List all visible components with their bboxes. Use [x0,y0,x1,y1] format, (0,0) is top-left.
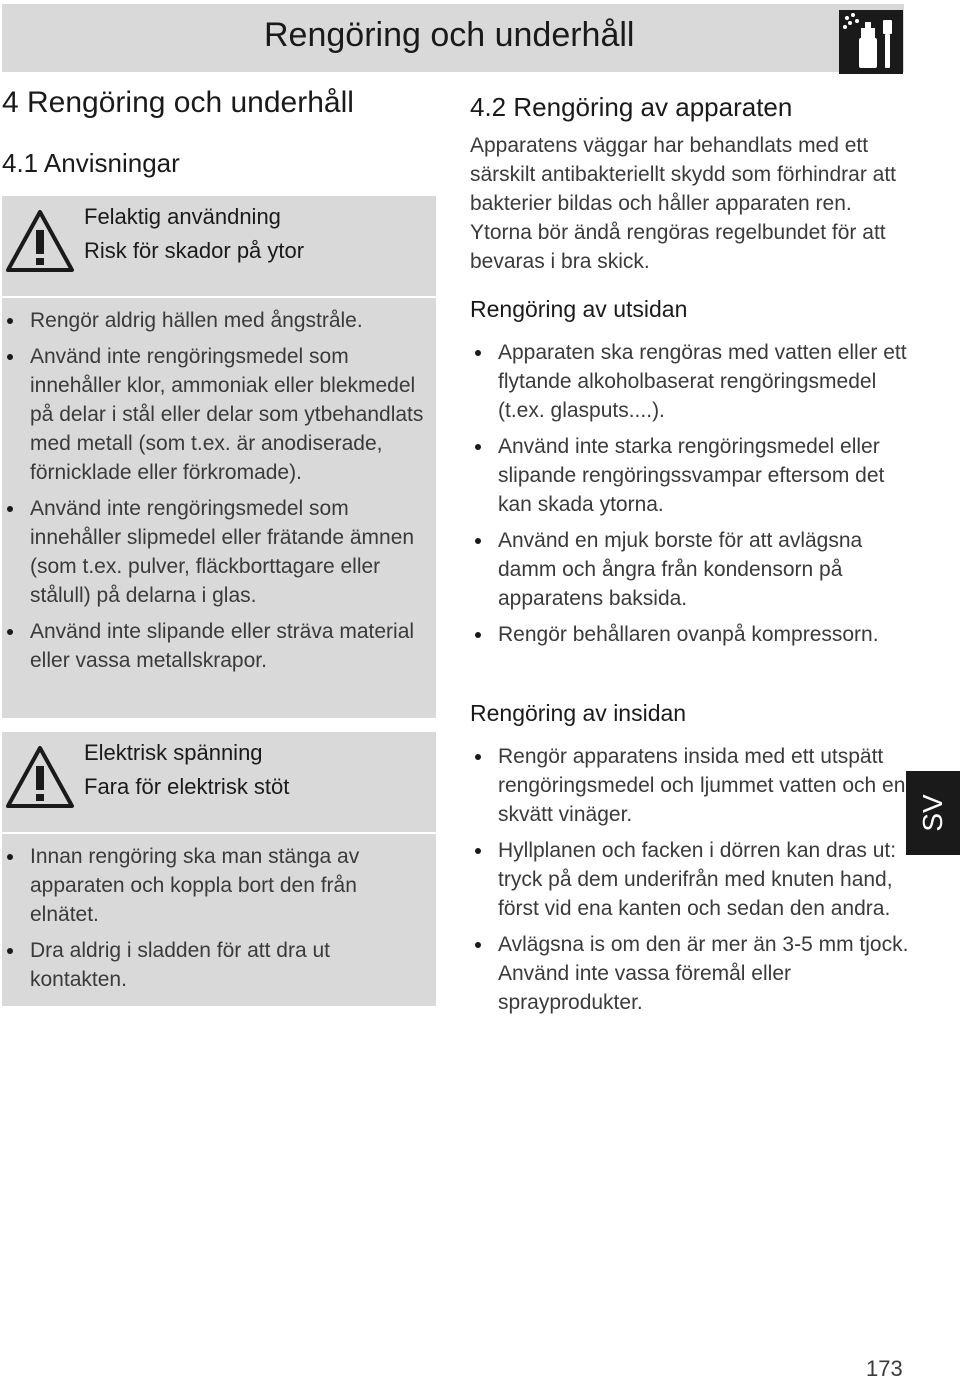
intro-paragraph: Apparatens väggar har behandlats med ett särskilt antibakteriellt skydd som förhindrar att bakterier bildas och håller apparaten ren. Ytorna bör ändå rengöras regelbundet för att bevaras i bra skick. [470,134,896,273]
warning-header [2,196,436,298]
language-label: SV [917,794,948,832]
warning-list [2,834,436,994]
heading-inside: Rengöring av insidan [470,700,687,726]
list-item: Hyllplanen och facken i dörren kan dras ut: tryck på dem underifrån med knuten hand, först vid ena kanten och sedan den andra. [470,836,910,923]
warning-triangle-icon [5,208,75,274]
warning-triangle-icon [5,744,75,810]
list-item: Använd inte starka rengöringsmedel eller slipande rengöringssvampar eftersom det kan skada ytorna. [470,432,910,519]
list-item: Använd en mjuk borste för att avlägsna damm och ångra från kondensorn på apparatens baksida. [470,526,910,613]
page-number: 173 [866,1356,903,1381]
warning-subtitle: Fara för elektrisk stöt [84,774,290,799]
list-item: Apparaten ska rengöras med vatten eller ett flytande alkoholbaserat rengöringsmedel (t.ex. glasputs....). [470,338,910,425]
list-item: Dra aldrig i sladden för att dra ut kontakten. [2,936,428,994]
warning-box-electric [2,732,436,1006]
warning-list [2,298,436,675]
list-item: Rengör behållaren ovanpå kompressorn. [470,620,910,649]
header-title: Rengöring och underhåll [264,16,635,54]
list-item: Innan rengöring ska man stänga av apparaten och koppla bort den från elnätet. [2,842,428,929]
language-tab [906,771,960,855]
section-title: 4 Rengöring och underhåll [2,86,354,119]
list-item: Rengör aldrig hällen med ångstråle. [2,306,428,335]
list-item: Använd inte slipande eller sträva material eller vassa metallskrapor. [2,617,428,675]
subheading-cleaning: 4.2 Rengöring av apparaten [470,92,793,122]
list-item: Rengör apparatens insida med ett utspätt rengöringsmedel och ljummet vatten och en skvätt vinäger. [470,742,910,829]
list-item: Använd inte rengöringsmedel som innehåller klor, ammoniak eller blekmedel på delar i stål eller delar som ytbehandlats med metall (som t.ex. är anodiserade, förnicklade eller förkromade). [2,342,428,487]
warning-box-misuse [2,196,436,718]
warning-header [2,732,436,834]
warning-subtitle: Risk för skador på ytor [84,238,305,263]
inside-list [470,742,910,1024]
list-item: Avlägsna is om den är mer än 3-5 mm tjock. Använd inte vassa föremål eller sprayprodukter. [470,930,910,1017]
warning-title: Felaktig användning [84,204,281,229]
subheading-instructions: 4.1 Anvisningar [2,148,180,178]
warning-title: Elektrisk spänning [84,740,263,765]
outside-list [470,338,910,656]
list-item: Använd inte rengöringsmedel som innehåller slipmedel eller frätande ämnen (som t.ex. pulver, fläckborttagare eller stålull) på delarna i glas. [2,494,428,610]
heading-outside: Rengöring av utsidan [470,296,688,322]
header-bar [2,4,904,72]
cleaning-spray-brush-icon [839,10,903,74]
